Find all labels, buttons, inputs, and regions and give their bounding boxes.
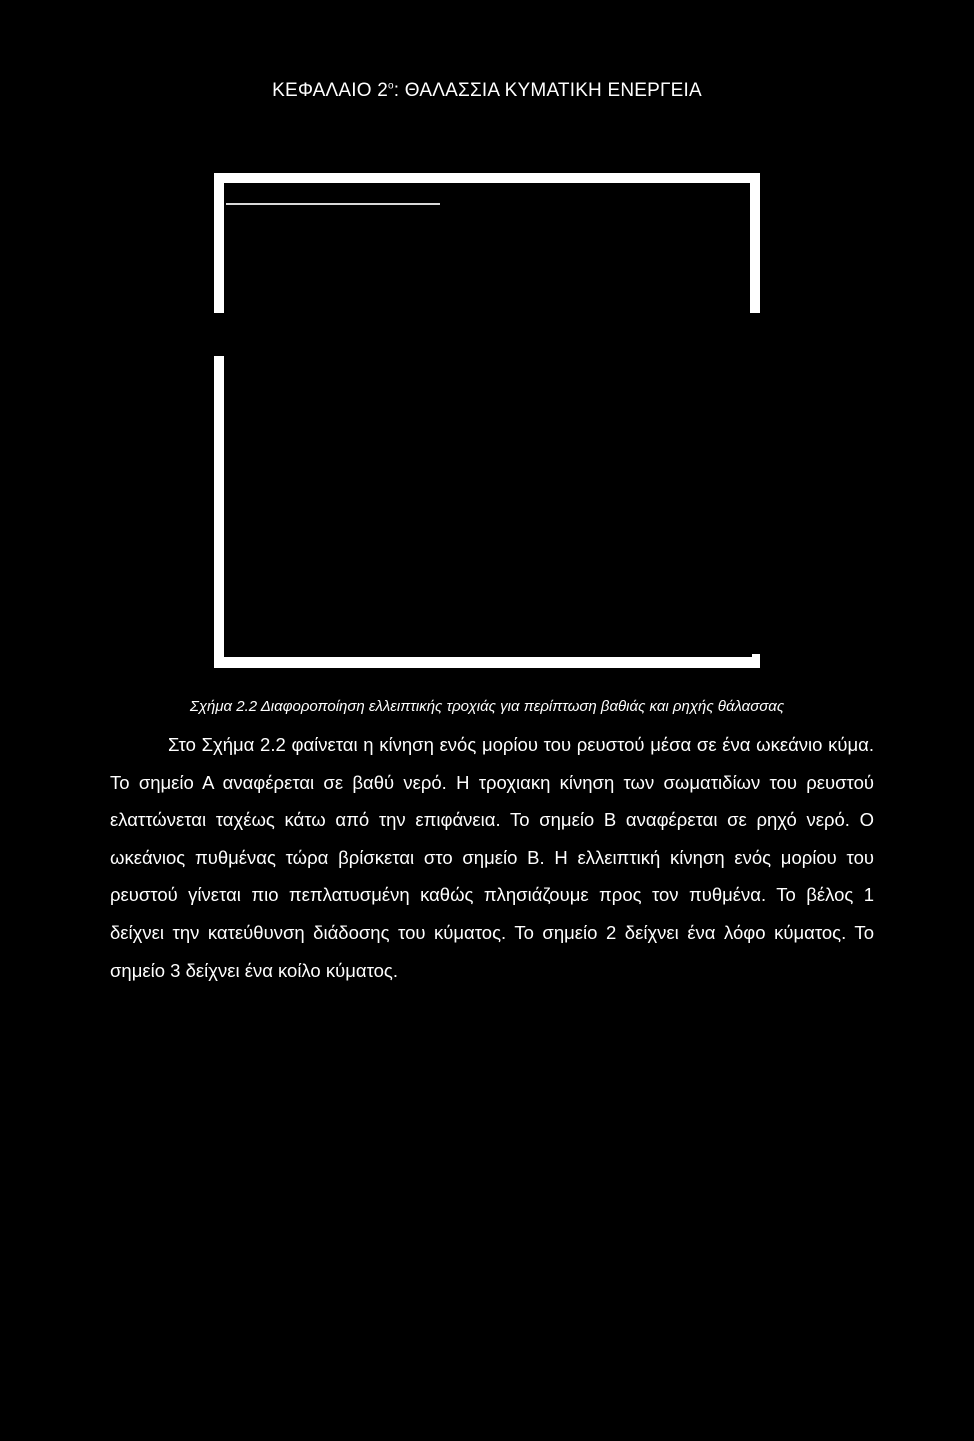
frame-right-upper-line bbox=[750, 173, 760, 313]
frame-right-lower-stub bbox=[752, 654, 760, 662]
figure-caption: Σχήμα 2.2 Διαφοροποίηση ελλειπτικής τροχιάς για περίπτωση βαθιάς και ρηχής θάλασσας bbox=[189, 698, 785, 715]
frame-top-line bbox=[214, 173, 760, 183]
figure-frame bbox=[0, 0, 974, 680]
header-prefix: ΚΕΦΑΛΑΙΟ 2 bbox=[272, 80, 388, 101]
paragraph-text: Στο Σχήμα 2.2 φαίνεται η κίνηση ενός μορίου του ρευστού μέσα σε ένα ωκεάνιο κύμα. Το σημείο Α αναφέρεται σε βαθύ νερό. Η τροχιακη κίνηση των σωματιδίων του ρευστού ελαττώνεται ταχέως κάτω από την επιφάνεια. Το σημείο Β αναφέρεται σε ρηχό νερό. Ο ωκεάνιος πυθμένας τώρα βρίσκεται στο σημείο Β. Η ελλειπτική κίνηση ενός μορίου του ρευστού γίνεται πιο πεπλατυσμένη καθώς πλησιάζουμε προς τον πυθμένα. Το βέλος 1 δείχνει την κατεύθυνση διάδοσης του κύματος. Το σημείο 2 δείχνει ένα λόφο κύματος. Το σημείο 3 δείχνει ένα κοίλο κύματος. bbox=[110, 734, 874, 981]
frame-bottom-line bbox=[214, 657, 760, 668]
frame-inner-dashed-line bbox=[226, 203, 440, 205]
frame-left-upper-line bbox=[214, 173, 224, 313]
body-paragraph bbox=[110, 726, 874, 989]
header-superscript: ο bbox=[388, 80, 394, 92]
header-suffix: : ΘΑΛΑΣΣΙΑ ΚΥΜΑΤΙΚΗ ΕΝΕΡΓΕΙΑ bbox=[393, 80, 702, 101]
frame-left-lower-line bbox=[214, 356, 224, 668]
